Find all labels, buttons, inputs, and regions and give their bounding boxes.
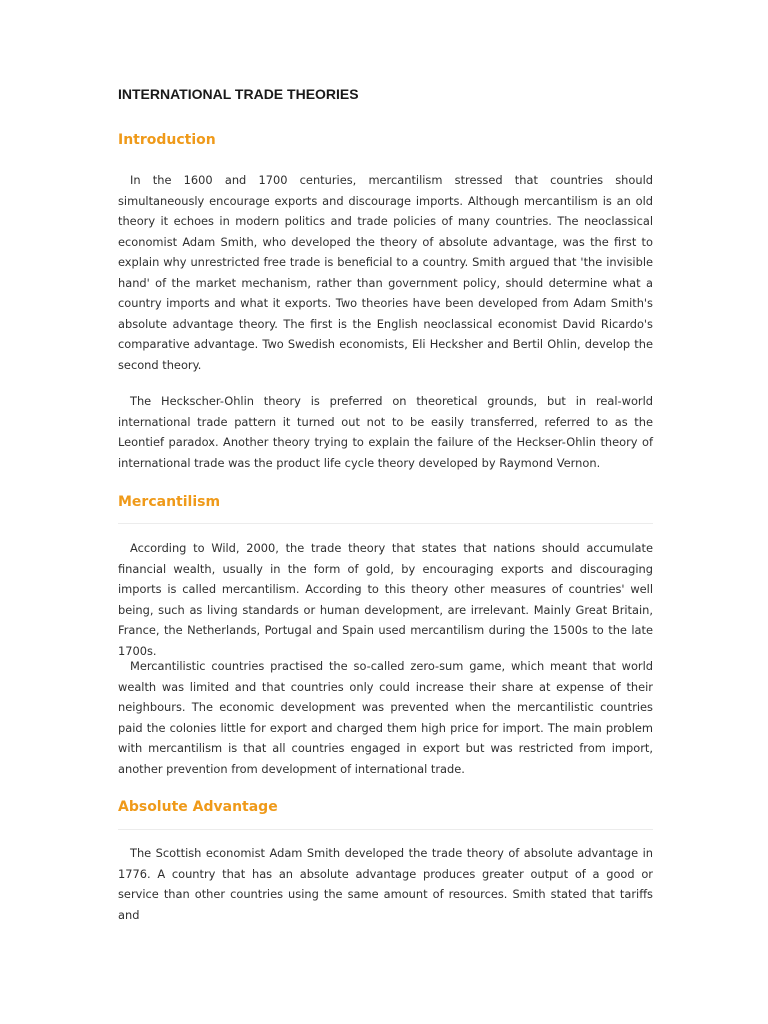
document-title: INTERNATIONAL TRADE THEORIES — [118, 86, 359, 102]
paragraph-introduction-2: The Heckscher-Ohlin theory is preferred on theoretical grounds, but in real-world international trade pattern it turned out not to be easily transferred, referred to as the Leontief paradox. Another theory trying to explain the failure of the Heckser-Ohlin theory of international trade was the product life cycle theory developed by Raymond Vernon. — [118, 394, 653, 470]
section-divider — [118, 829, 653, 830]
paragraph-absolute-advantage-1: The Scottish economist Adam Smith developed the trade theory of absolute advantage in 1776. A country that has an absolute advantage produces greater output of a good or service than other countries using the same amount of resources. Smith stated that tariffs and — [118, 846, 653, 922]
paragraph-introduction-1: In the 1600 and 1700 centuries, mercantilism stressed that countries should simultaneously encourage exports and discourage imports. Although mercantilism is an old theory it echoes in modern politics and trade policies of many countries. The neoclassical economist Adam Smith, who developed the theory of absolute advantage, was the first to explain why unrestricted free trade is beneficial to a country. Smith argued that 'the invisible hand' of the market mechanism, rather than government policy, should determine what a country imports and what it exports. Two theories have been developed from Adam Smith's absolute advantage theory. The first is the English neoclassical economist David Ricardo's comparative advantage. Two Swedish economists, Eli Hecksher and Bertil Ohlin, develop the second theory. — [118, 173, 653, 372]
section-heading-absolute-advantage: Absolute Advantage — [118, 799, 278, 815]
paragraph-mercantilism-2: Mercantilistic countries practised the so-called zero-sum game, which meant that world wealth was limited and that countries only could increase their share at expense of their neighbours. The economic development was prevented when the mercantilistic countries paid the colonies little for export and charged them high price for import. The main problem with mercantilism is that all countries engaged in export but was restricted from import, another prevention from development of international trade. — [118, 659, 653, 776]
paragraph-mercantilism-1: According to Wild, 2000, the trade theory that states that nations should accumulate financial wealth, usually in the form of gold, by encouraging exports and discouraging imports is called mercantilism. According to this theory other measures of countries' well being, such as living standards or human development, are irrelevant. Mainly Great Britain, France, the Netherlands, Portugal and Spain used mercantilism during the 1500s to the late 1700s. — [118, 541, 653, 658]
section-divider — [118, 523, 653, 524]
section-heading-mercantilism: Mercantilism — [118, 494, 221, 510]
section-heading-introduction: Introduction — [118, 132, 216, 148]
